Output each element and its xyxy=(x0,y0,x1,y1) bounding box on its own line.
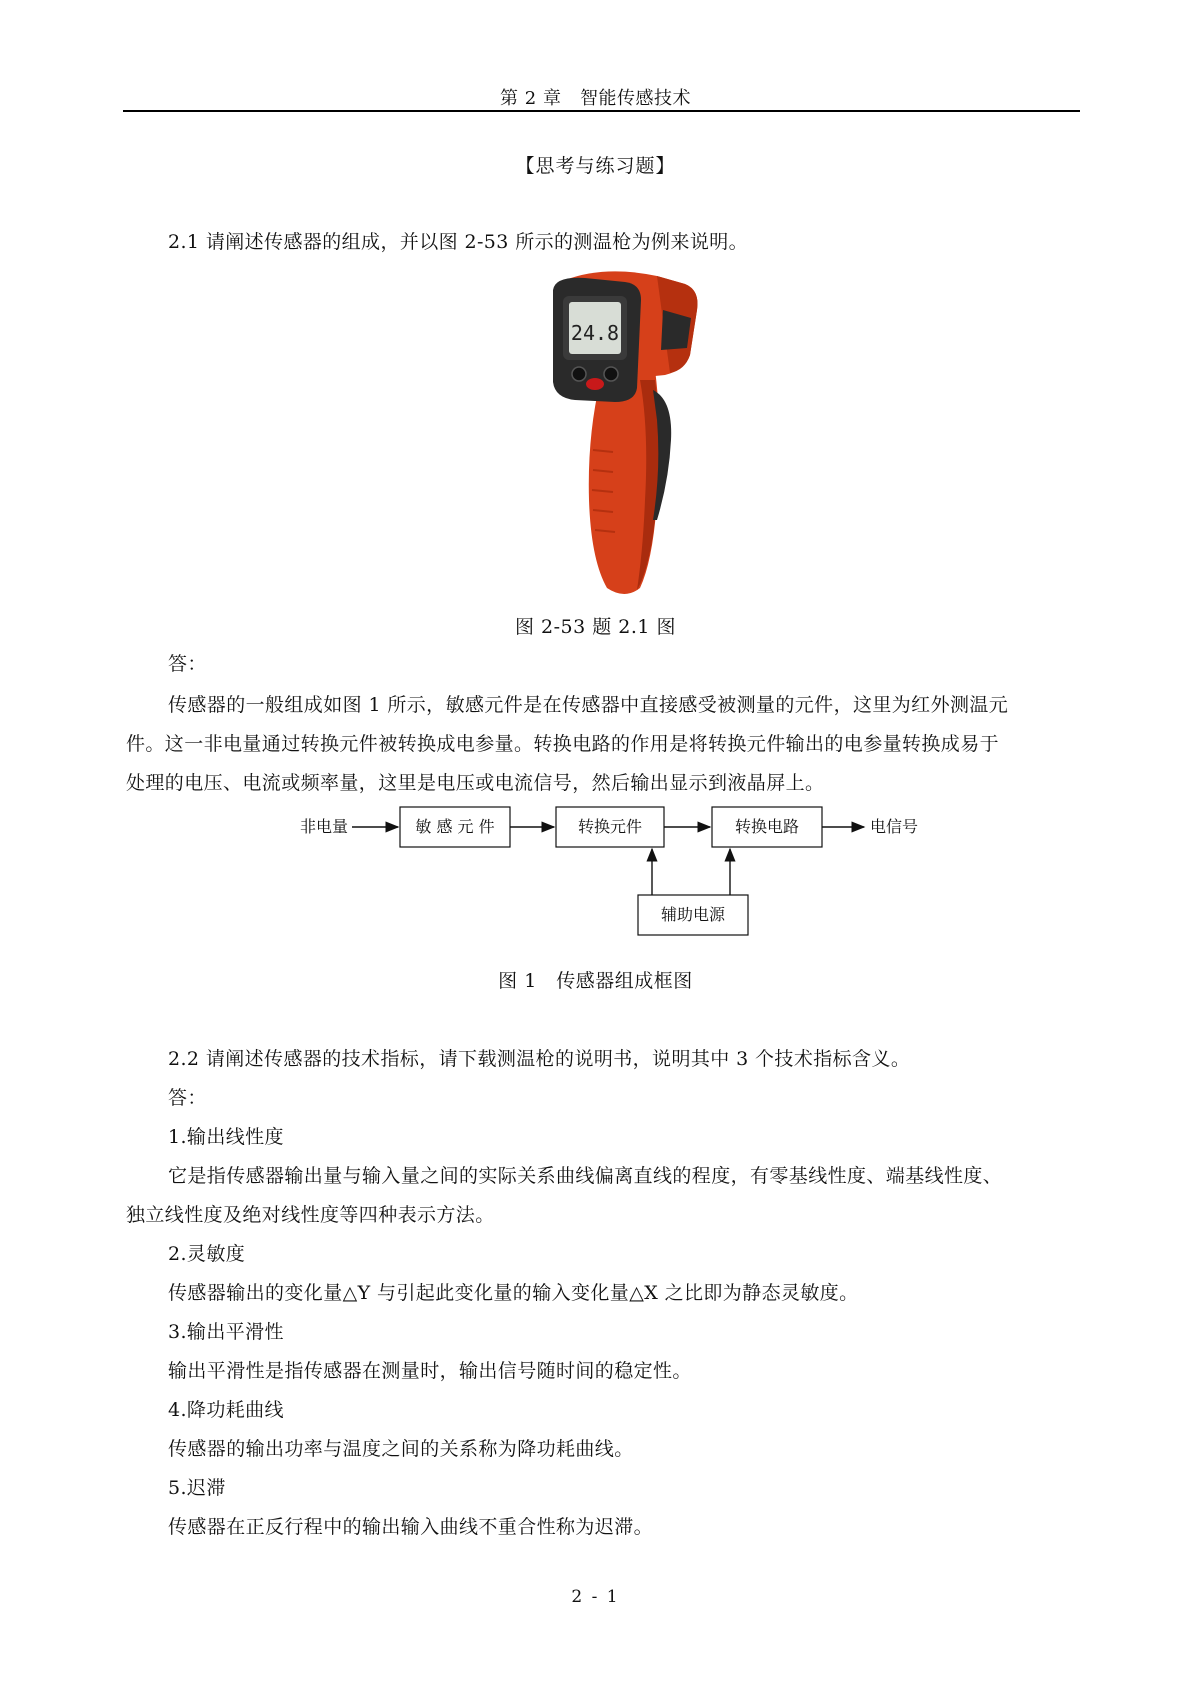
item-2-title: 2.灵敏度 xyxy=(168,1243,246,1265)
item-2-line-1: 传感器输出的变化量△Y 与引起此变化量的输入变化量△X 之比即为静态灵敏度。 xyxy=(168,1282,859,1304)
answer-1-line-1: 传感器的一般组成如图 1 所示，敏感元件是在传感器中直接感受被测量的元件，这里为红外测温元 xyxy=(168,694,1009,716)
item-4-line-1: 传感器的输出功率与温度之间的关系称为降功耗曲线。 xyxy=(168,1438,634,1460)
item-1-line-1: 它是指传感器输出量与输入量之间的实际关系曲线偏离直线的程度，有零基线性度、端基线性度、 xyxy=(168,1165,1003,1187)
running-header: 第 2 章 智能传感技术 xyxy=(500,88,691,109)
thermometer-gun-image xyxy=(545,270,705,600)
item-4-title: 4.降功耗曲线 xyxy=(168,1399,284,1421)
conversion-element-label: 转换元件 xyxy=(577,817,643,836)
item-5-title: 5.迟滞 xyxy=(168,1477,226,1499)
section-title: 【思考与练习题】 xyxy=(515,155,676,177)
item-1-title: 1.输出线性度 xyxy=(168,1126,284,1148)
item-3-line-1: 输出平滑性是指传感器在测量时，输出信号随时间的稳定性。 xyxy=(168,1360,692,1382)
answer-label-1: 答： xyxy=(168,653,207,675)
figure-1-caption: 图 1 传感器组成框图 xyxy=(498,970,693,992)
figure-2-53-caption: 图 2-53 题 2.1 图 xyxy=(514,616,677,638)
header-rule xyxy=(123,110,1080,112)
lcd-reading: 24.8 xyxy=(570,321,620,345)
item-3-title: 3.输出平滑性 xyxy=(168,1321,284,1343)
conversion-circuit-label: 转换电路 xyxy=(734,817,800,836)
sensor-block-diagram xyxy=(290,805,950,955)
question-2-1: 2.1 请阐述传感器的组成，并以图 2-53 所示的测温枪为例来说明。 xyxy=(168,231,749,253)
answer-1-line-3: 处理的电压、电流或频率量，这里是电压或电流信号，然后输出显示到液晶屏上。 xyxy=(126,772,825,794)
diagram-input-label: 非电量 xyxy=(300,817,349,836)
diagram-output-label: 电信号 xyxy=(870,817,919,836)
item-1-line-2: 独立线性度及绝对线性度等四种表示方法。 xyxy=(126,1204,495,1226)
answer-1-line-2: 件。这一非电量通过转换元件被转换成电参量。转换电路的作用是将转换元件输出的电参量转换成易于 xyxy=(126,733,1000,755)
answer-label-2: 答： xyxy=(168,1087,207,1109)
auxiliary-power-label: 辅助电源 xyxy=(660,905,726,924)
page-number: 2 - 1 xyxy=(571,1587,620,1607)
question-2-2: 2.2 请阐述传感器的技术指标，请下载测温枪的说明书，说明其中 3 个技术指标含义。 xyxy=(168,1048,911,1070)
sensing-element-label: 敏 感 元 件 xyxy=(415,817,495,836)
item-5-line-1: 传感器在正反行程中的输出输入曲线不重合性称为迟滞。 xyxy=(168,1516,654,1538)
